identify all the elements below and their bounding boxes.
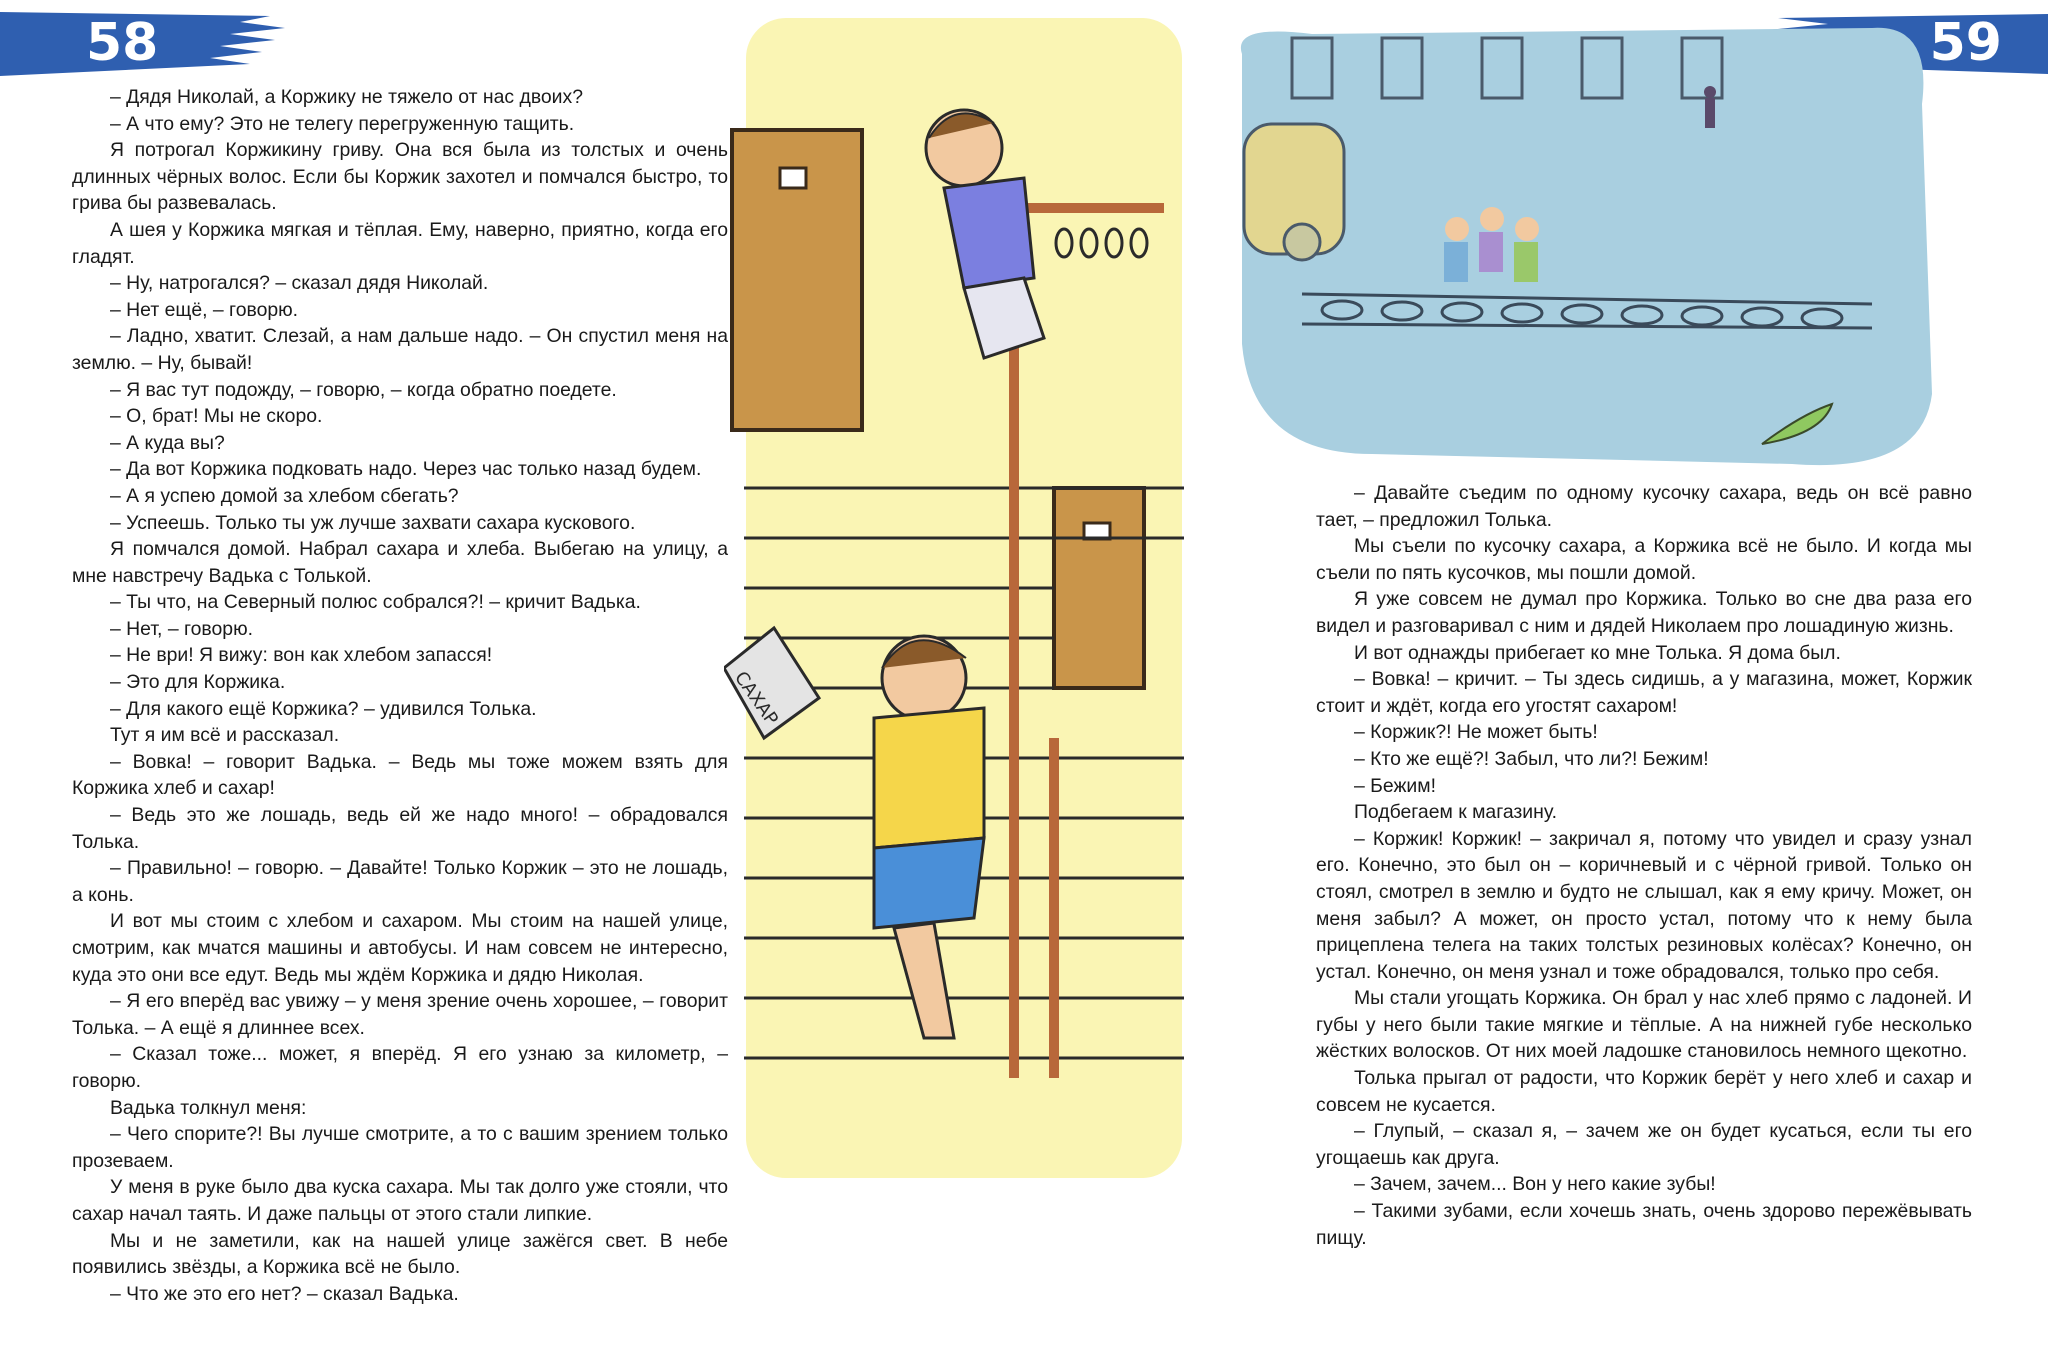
- paragraph: – Не ври! Я вижу: вон как хлебом запасся!: [110, 644, 493, 667]
- bus: [1244, 124, 1344, 260]
- paragraph: – Вовка! – кричит. – Ты здесь сидишь, а у магазина, может, Коржик стоит и ждёт, когда его угостят сахаром!: [1316, 668, 1972, 717]
- paragraph: – Нет ещё, – говорю.: [110, 298, 299, 321]
- paragraph: – Вовка! – говорит Вадька. – Ведь мы тоже можем взять для Коржика хлеб и сахар!: [72, 750, 728, 800]
- paragraph: – Давайте съедим по одному кусочку сахара, ведь он всё равно тает, – предложил Толька.: [1316, 482, 1972, 531]
- paragraph: – Чего спорите?! Вы лучше смотрите, а то с вашим зрением только прозеваем.: [72, 1123, 728, 1172]
- paragraph: И вот однажды прибегает ко мне Толька. Я дома был.: [1354, 641, 1841, 664]
- lower-door: [1054, 488, 1144, 688]
- paragraph: – Ну, натрогался? – сказал дядя Николай.: [110, 272, 489, 295]
- paragraph: – Коржик! Коржик! – закричал я, потому что увидел и сразу узнал его. Конечно, это был он – коричневый и с чёрной гривой. Только он стоял, смотрел в землю и будто не слышал, как я ему кричу. Может, он меня забыл? А может, он просто устал, потому что к нему была прицеплена телега на таких толстых резиновых колёсах? Конечно, он устал. Конечно, он меня узнал и тоже обрадовался, только про себя.: [1316, 827, 1972, 983]
- street-background: [1241, 28, 1932, 465]
- right-page-text: [1316, 480, 1972, 1251]
- paragraph: Тут я им всё и рассказал.: [110, 724, 340, 747]
- paragraph: – Это для Коржика.: [110, 671, 286, 694]
- paragraph: – Ведь это же лошадь, ведь ей же надо много! – обрадовался Толька.: [72, 804, 728, 853]
- paragraph: А шея у Коржика мягкая и тёплая. Ему, наверно, приятно, когда его гладят.: [72, 218, 728, 268]
- distant-person: [1704, 86, 1716, 128]
- paragraph: – Да вот Коржика подковать надо. Через час только назад будем.: [110, 458, 702, 481]
- children-on-fence: [1444, 207, 1539, 282]
- paragraph: Мы и не заметили, как на нашей улице зажёгся свет. В небе появились звёзды, а Коржика всё не было.: [72, 1229, 728, 1279]
- paragraph: – А я успею домой за хлебом сбегать?: [110, 484, 459, 507]
- page-number-left: [0, 8, 290, 78]
- paragraph: – А куда вы?: [110, 431, 225, 454]
- paragraph: И вот мы стоим с хлебом и сахаром. Мы стоим на нашей улице, смотрим, как мчатся машины и автобусы. И нам совсем не интересно, куда это они все едут. Ведь мы ждём Коржика и дядю Николая.: [72, 910, 728, 986]
- paragraph: – Что же это его нет? – сказал Вадька.: [110, 1282, 459, 1305]
- paragraph: – Для какого ещё Коржика? – удивился Толька.: [110, 697, 537, 720]
- paragraph: – Сказал тоже... может, я вперёд. Я его узнаю за километр, – говорю.: [72, 1043, 728, 1092]
- paragraph: У меня в руке было два куска сахара. Мы так долго уже стояли, что сахар начал таять. И даже пальцы от этого стали липкие.: [72, 1176, 728, 1225]
- paragraph: Я потрогал Коржикину гриву. Она вся была из толстых и очень длинных чёрных волос. Если бы Коржик захотел и помчался быстро, то грива бы развевалась.: [72, 139, 728, 215]
- sugar-bag-label: САХАР: [730, 667, 782, 730]
- paragraph: – Глупый, – сказал я, – зачем же он будет кусаться, если ты его угощаешь как друга.: [1316, 1120, 1972, 1169]
- paragraph: – Правильно! – говорю. – Давайте! Только Коржик – это не лошадь, а конь.: [72, 857, 728, 906]
- paragraph: Толька прыгал от радости, что Коржик берёт у него хлеб и сахар и совсем не кусается.: [1316, 1067, 1972, 1116]
- paragraph: Подбегаем к магазину.: [1354, 801, 1557, 824]
- paragraph: – Коржик?! Не может быть!: [1354, 721, 1598, 744]
- left-page-text: [72, 84, 728, 1307]
- paragraph: – Я его вперёд вас увижу – у меня зрение очень хорошее, – говорит Толька. – А ещё я длиннее всех.: [72, 990, 728, 1039]
- paragraph: – Я вас тут подожду, – говорю, – когда обратно поедете.: [110, 378, 617, 401]
- stairs-illustration: [724, 18, 1194, 1178]
- paragraph: Я помчался домой. Набрал сахара и хлеба. Выбегаю на улицу, а мне навстречу Вадька с Толькой.: [72, 538, 728, 587]
- paragraph: Вадька толкнул меня:: [110, 1096, 307, 1119]
- street-illustration: [1232, 14, 1932, 474]
- upper-door-plate: [780, 168, 806, 188]
- paragraph: – Успеешь. Только ты уж лучше захвати сахара кускового.: [110, 511, 636, 534]
- paragraph: – Ты что, на Северный полюс собрался?! – кричит Вадька.: [110, 591, 641, 614]
- paragraph: – Кто же ещё?! Забыл, что ли?! Бежим!: [1354, 747, 1709, 770]
- paragraph: – Дядя Николай, а Коржику не тяжело от нас двоих?: [110, 86, 583, 108]
- paragraph: Мы стали угощать Коржика. Он брал у нас хлеб прямо с ладоней. И губы у него были такие мягкие и тёплые. А на нижней губе несколько жёстких волосков. От них моей ладошке становилось немного щекотно.: [1316, 987, 1972, 1063]
- paragraph: – О, брат! Мы не скоро.: [110, 405, 323, 428]
- paragraph: – Такими зубами, если хочешь знать, очень здорово пережёвывать пищу.: [1316, 1200, 1972, 1249]
- page-number-left-text: 58: [86, 13, 159, 73]
- paragraph: – Ладно, хватит. Слезай, а нам дальше надо. – Он спустил меня на землю. – Ну, бывай!: [72, 325, 728, 374]
- paragraph: – А что ему? Это не телегу перегруженную тащить.: [110, 112, 575, 135]
- paragraph: – Бежим!: [1354, 774, 1436, 797]
- paragraph: Мы съели по кусочку сахара, а Коржика всё не было. И когда мы съели по пять кусочков, мы пошли домой.: [1316, 535, 1972, 584]
- paragraph: – Нет, – говорю.: [110, 617, 254, 640]
- paragraph: Я уже совсем не думал про Коржика. Только во сне два раза его видел и разговаривал с ним и дядей Николаем про лошадиную жизнь.: [1316, 588, 1972, 637]
- paragraph: – Зачем, зачем... Вон у него какие зубы!: [1354, 1173, 1716, 1196]
- page-number-right-text: 59: [1929, 13, 2002, 73]
